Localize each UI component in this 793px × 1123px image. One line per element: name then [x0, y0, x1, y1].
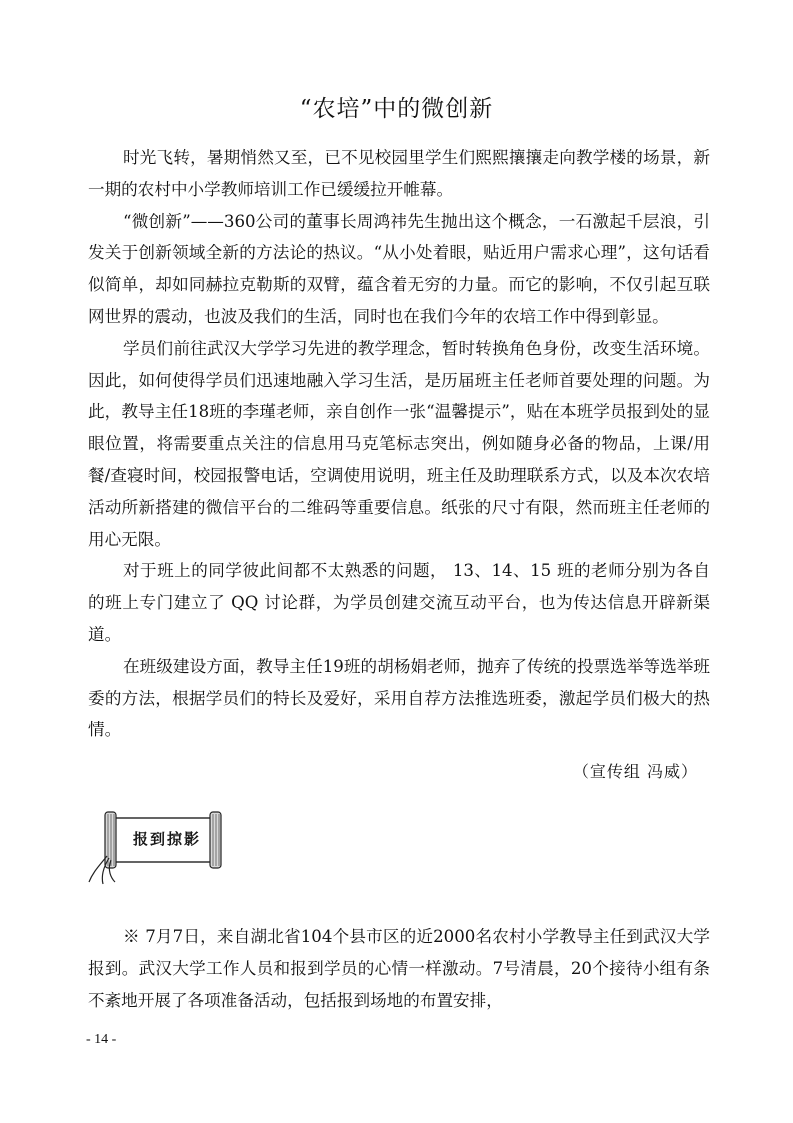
section-body: [88, 921, 710, 1016]
paragraph: 学员们前往武汉大学学习先进的教学理念，暂时转换角色身份，改变生活环境。因此，如何使得学员们迅速地融入学习生活，是历届班主任老师首要处理的问题。为此，教导主任18班的李瑾老师，亲自创作一张“温馨提示”，贴在本班学员报到处的显眼位置，将需要重点关注的信息用马克笔标志突出，例如随身必备的物品，上课/用餐/查寝时间，校园报警电话，空调使用说明，班主任及助理联系方式，以及本次农培活动所新搭建的微信平台的二维码等重要信息。纸张的尺寸有限，然而班主任老师的用心无限。: [88, 338, 710, 549]
byline: （宣传组 冯威）: [572, 762, 698, 781]
article-body: [88, 142, 710, 746]
paragraph: “微创新”——360公司的董事长周鸿祎先生抛出这个概念，一石激起千层浪，引发关于创新领域全新的方法论的热议。“从小处着眼，贴近用户需求心理”，这句话看似简单，却如同赫拉克勒斯的双臂，蕴含着无穷的力量。而它的影响，不仅引起互联网世界的震动，也波及我们的生活，同时也在我们今年的农培工作中得到彰显。: [88, 211, 710, 326]
paragraph: ※ 7月7日，来自湖北省104个县市区的近2000名农村小学教导主任到武汉大学报到。武汉大学工作人员和报到学员的心情一样激动。7号清晨，20个接待小组有条不紊地开展了各项准备活动，包括报到场地的布置安排，: [88, 927, 710, 1010]
section-banner: [85, 806, 235, 886]
page-number: - 14 -: [86, 1032, 117, 1047]
paragraph: 对于班上的同学彼此间都不太熟悉的问题， 13、14、15 班的老师分别为各自的班上专门建立了 QQ 讨论群，为学员创建交流互动平台，也为传达信息开辟新渠道。: [88, 561, 710, 644]
paragraph: 时光飞转，暑期悄然又至，已不见校园里学生们熙熙攘攘走向教学楼的场景，新一期的农村中小学教师培训工作已缓缓拉开帷幕。: [88, 148, 710, 199]
page-title: “农培”中的微创新: [299, 96, 494, 122]
paragraph: 在班级建设方面，教导主任19班的胡杨娟老师，抛弃了传统的投票选举等选举班委的方法，根据学员们的特长及爱好，采用自荐方法推选班委，激起学员们极大的热情。: [88, 656, 710, 740]
section-banner-label: 报到掠影: [132, 830, 201, 848]
